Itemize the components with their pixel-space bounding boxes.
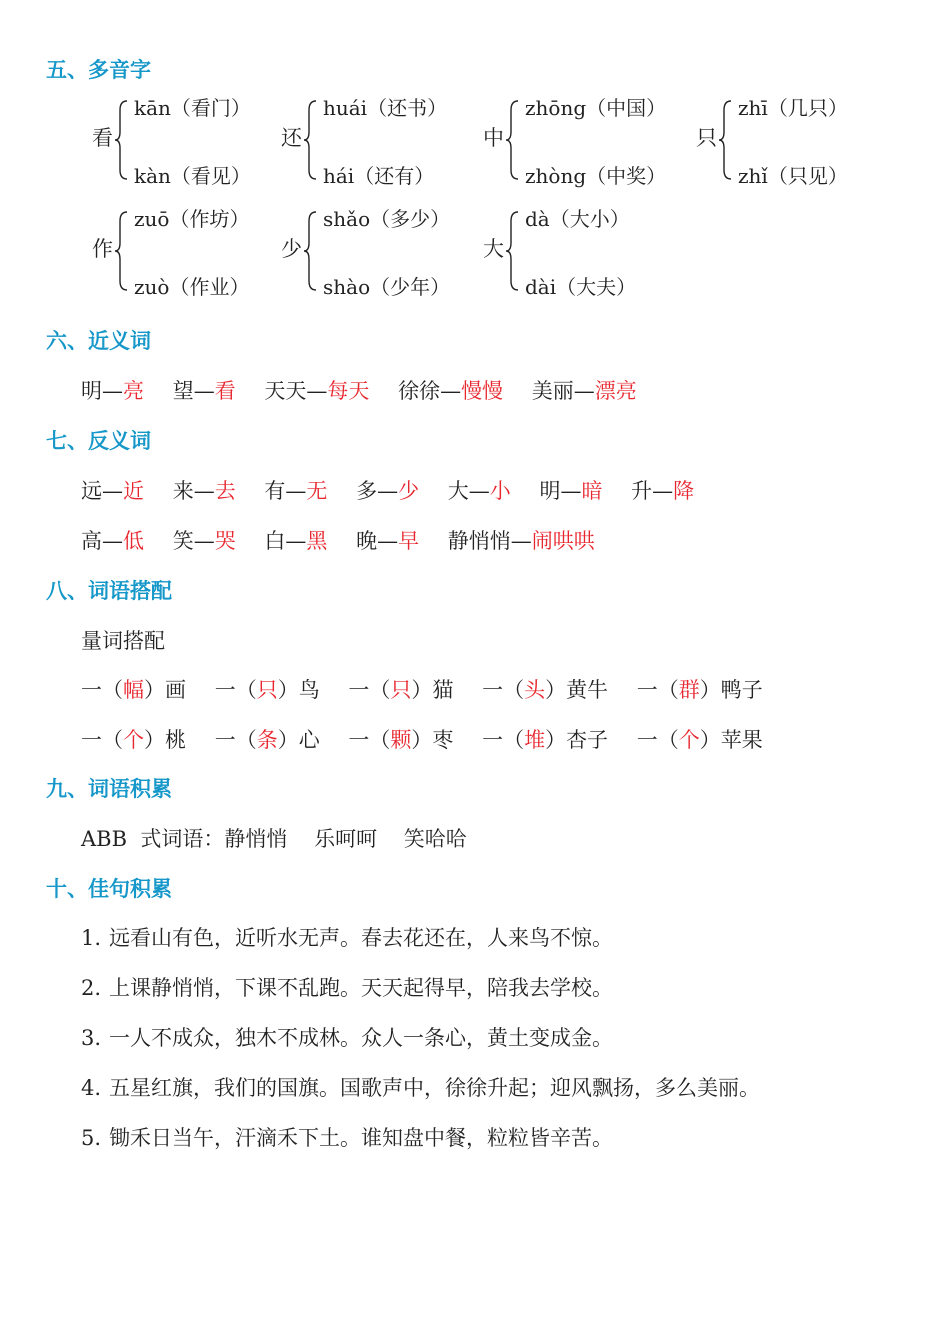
polyphonic-group: [92, 209, 292, 299]
sentence-number: 4.: [81, 1076, 102, 1100]
dash: —: [285, 529, 307, 553]
noun: 鸭子: [720, 678, 763, 702]
polyphonic-char: 只: [696, 126, 717, 150]
polyphonic-reading-bottom: zuò（作业）: [134, 275, 250, 299]
noun: 黄牛: [566, 678, 609, 702]
dash: —: [440, 379, 462, 403]
sentence-text: 上课静悄悄，下课不乱跑。天天起得早，陪我去学校。: [109, 976, 613, 1000]
dash: —: [377, 529, 399, 553]
dash: —: [573, 379, 595, 403]
polyphonic-reading-bottom: dài（大夫）: [525, 275, 637, 299]
polyphonic-reading-bottom: shào（少年）: [323, 275, 451, 299]
measure-word-row: [81, 680, 785, 701]
synonym-row: [81, 381, 659, 402]
word: 大: [447, 479, 469, 503]
paren-close: ）: [411, 728, 433, 752]
measure-answer: 颗: [390, 728, 412, 752]
measure-phrase: [637, 680, 763, 701]
word: 有: [264, 479, 286, 503]
dash: —: [306, 379, 328, 403]
paren-open: （: [102, 678, 123, 702]
paren-close: ）: [545, 728, 567, 752]
word: 笑: [172, 529, 194, 553]
antonym-row: [81, 531, 617, 552]
word-pair: [173, 531, 236, 552]
answer: 哭: [214, 529, 236, 553]
measure-phrase: [348, 730, 453, 751]
polyphonic-reading-top: zuō（作坊）: [134, 207, 250, 231]
paren-open: （: [503, 728, 525, 752]
polyphonic-group: [92, 98, 292, 188]
polyphonic-char: 中: [483, 126, 504, 150]
paren-open: （: [503, 678, 525, 702]
word-pair: [81, 481, 144, 502]
brace-icon: [505, 100, 519, 180]
dash: —: [652, 479, 674, 503]
polyphonic-reading-top: dà（大小）: [525, 207, 630, 231]
answer: 降: [673, 479, 695, 503]
word-pair: [539, 481, 602, 502]
polyphonic-group: [483, 98, 683, 188]
sentence-item: [81, 1128, 760, 1178]
word: 高: [81, 529, 102, 553]
brace-icon: [718, 100, 732, 180]
paren-open: （: [369, 678, 391, 702]
abb-words-line: ABB 式词语：静悄悄 乐呵呵 笑哈哈: [81, 827, 467, 851]
paren-open: （: [235, 728, 257, 752]
measure-phrase: [81, 730, 186, 751]
word: 望: [172, 379, 194, 403]
answer: 暗: [581, 479, 603, 503]
noun: 桃: [165, 728, 186, 752]
brace-icon: [303, 100, 317, 180]
answer: 去: [214, 479, 236, 503]
paren-close: ）: [699, 678, 721, 702]
sentence-number: 5.: [81, 1126, 102, 1150]
paren-open: （: [369, 728, 391, 752]
polyphonic-group: [281, 209, 481, 299]
dash: —: [377, 479, 399, 503]
dash: —: [560, 479, 582, 503]
paren-open: （: [102, 728, 123, 752]
dash: —: [102, 379, 123, 403]
polyphonic-group: [483, 209, 683, 299]
noun: 猫: [432, 678, 454, 702]
polyphonic-reading-top: shǎo（多少）: [323, 207, 451, 231]
prefix: 一: [81, 728, 102, 752]
word-pair: [173, 481, 236, 502]
paren-open: （: [657, 678, 679, 702]
polyphonic-reading-bottom: hái（还有）: [323, 164, 435, 188]
dash: —: [102, 479, 123, 503]
polyphonic-group: [696, 98, 896, 188]
word-pair: [173, 381, 236, 402]
section-title-sentences: 十、佳句积累: [46, 877, 172, 901]
word: 天天: [264, 379, 307, 403]
answer: 低: [123, 529, 144, 553]
word: 升: [631, 479, 653, 503]
answer: 少: [398, 479, 420, 503]
prefix: 一: [636, 678, 658, 702]
word-pair: [81, 381, 144, 402]
measure-phrase: [348, 680, 453, 701]
sentence-item: [81, 978, 760, 1028]
measure-answer: 个: [123, 728, 144, 752]
polyphonic-char: 大: [483, 237, 504, 261]
polyphonic-char: 少: [281, 237, 302, 261]
sentence-number: 2.: [81, 976, 102, 1000]
word: 来: [172, 479, 194, 503]
answer: 小: [489, 479, 511, 503]
word-pair: [532, 381, 637, 402]
sentence-list: [81, 928, 760, 1178]
brace-icon: [114, 211, 128, 291]
polyphonic-reading-top: huái（还书）: [323, 96, 448, 120]
word-pair: [631, 481, 694, 502]
measure-phrase: [482, 680, 608, 701]
measure-phrase: [215, 730, 320, 751]
word-pair: [356, 481, 419, 502]
word: 远: [81, 479, 102, 503]
paren-open: （: [657, 728, 679, 752]
answer: 每天: [327, 379, 370, 403]
word: 多: [356, 479, 378, 503]
measure-answer: 头: [524, 678, 546, 702]
polyphonic-reading-bottom: zhǐ（只见）: [738, 164, 848, 188]
measure-word-row: [81, 730, 785, 751]
prefix: 一: [81, 678, 102, 702]
answer: 看: [214, 379, 236, 403]
answer: 黑: [306, 529, 328, 553]
word-pair: [448, 531, 595, 552]
answer: 闹哄哄: [531, 529, 595, 553]
prefix: 一: [636, 728, 658, 752]
polyphonic-char: 作: [92, 237, 113, 261]
dash: —: [102, 529, 123, 553]
answer: 亮: [123, 379, 144, 403]
measure-phrase: [637, 730, 763, 751]
measure-answer: 只: [256, 678, 278, 702]
word-pair: [264, 481, 327, 502]
collocation-subtitle: 量词搭配: [81, 629, 165, 653]
word: 美丽: [531, 379, 574, 403]
noun: 画: [165, 678, 186, 702]
word-pair: [264, 381, 369, 402]
sentence-number: 3.: [81, 1026, 102, 1050]
word-pair: [81, 531, 144, 552]
paren-close: ）: [699, 728, 721, 752]
prefix: 一: [348, 678, 370, 702]
word: 徐徐: [398, 379, 441, 403]
paren-open: （: [235, 678, 257, 702]
dash: —: [193, 529, 215, 553]
sentence-text: 一人不成众，独木不成林。众人一条心，黄土变成金。: [109, 1026, 613, 1050]
sentence-item: [81, 928, 760, 978]
word: 明: [539, 479, 561, 503]
prefix: 一: [214, 678, 236, 702]
paren-close: ）: [277, 678, 299, 702]
paren-close: ）: [144, 728, 165, 752]
paren-close: ）: [277, 728, 299, 752]
prefix: 一: [214, 728, 236, 752]
word-pair: [398, 381, 503, 402]
noun: 心: [298, 728, 320, 752]
section-title-antonyms: 七、反义词: [46, 429, 151, 453]
paren-close: ）: [545, 678, 567, 702]
sentence-text: 五星红旗，我们的国旗。国歌声中，徐徐升起；迎风飘扬，多么美丽。: [109, 1076, 760, 1100]
polyphonic-reading-top: kān（看门）: [134, 96, 251, 120]
word: 明: [81, 379, 102, 403]
measure-answer: 个: [678, 728, 700, 752]
sentence-item: [81, 1028, 760, 1078]
word: 静悄悄: [447, 529, 511, 553]
answer: 漂亮: [594, 379, 637, 403]
section-title-words: 九、词语积累: [46, 777, 172, 801]
prefix: 一: [482, 678, 504, 702]
prefix: 一: [348, 728, 370, 752]
answer: 近: [123, 479, 144, 503]
answer: 慢慢: [461, 379, 504, 403]
polyphonic-reading-top: zhōng（中国）: [525, 96, 667, 120]
word-pair: [448, 481, 511, 502]
noun: 苹果: [720, 728, 763, 752]
measure-answer: 条: [256, 728, 278, 752]
polyphonic-reading-bottom: zhòng（中奖）: [525, 164, 667, 188]
brace-icon: [303, 211, 317, 291]
noun: 杏子: [566, 728, 609, 752]
polyphonic-char: 看: [92, 126, 113, 150]
measure-phrase: [81, 680, 186, 701]
sentence-number: 1.: [81, 926, 102, 950]
polyphonic-char: 还: [281, 126, 302, 150]
polyphonic-reading-top: zhī（几只）: [738, 96, 848, 120]
measure-answer: 群: [678, 678, 700, 702]
dash: —: [468, 479, 490, 503]
section-title-collocation: 八、词语搭配: [46, 579, 172, 603]
measure-answer: 堆: [524, 728, 546, 752]
word: 晚: [356, 529, 378, 553]
brace-icon: [505, 211, 519, 291]
answer: 无: [306, 479, 328, 503]
section-title-polyphonic: 五、多音字: [46, 58, 151, 82]
paren-close: ）: [144, 678, 165, 702]
measure-phrase: [482, 730, 608, 751]
word-pair: [356, 531, 419, 552]
polyphonic-group: [281, 98, 481, 188]
dash: —: [193, 479, 215, 503]
sentence-text: 锄禾日当午，汗滴禾下土。谁知盘中餐，粒粒皆辛苦。: [109, 1126, 613, 1150]
noun: 枣: [432, 728, 454, 752]
word-pair: [264, 531, 327, 552]
measure-answer: 幅: [123, 678, 144, 702]
dash: —: [193, 379, 215, 403]
dash: —: [510, 529, 532, 553]
section-title-synonyms: 六、近义词: [46, 329, 151, 353]
prefix: 一: [482, 728, 504, 752]
polyphonic-reading-bottom: kàn（看见）: [134, 164, 251, 188]
dash: —: [285, 479, 307, 503]
measure-answer: 只: [390, 678, 412, 702]
antonym-row: [81, 481, 716, 502]
answer: 早: [398, 529, 420, 553]
sentence-item: [81, 1078, 760, 1128]
noun: 鸟: [298, 678, 320, 702]
word: 白: [264, 529, 286, 553]
paren-close: ）: [411, 678, 433, 702]
sentence-text: 远看山有色，近听水无声。春去花还在，人来鸟不惊。: [109, 926, 613, 950]
brace-icon: [114, 100, 128, 180]
measure-phrase: [215, 680, 320, 701]
